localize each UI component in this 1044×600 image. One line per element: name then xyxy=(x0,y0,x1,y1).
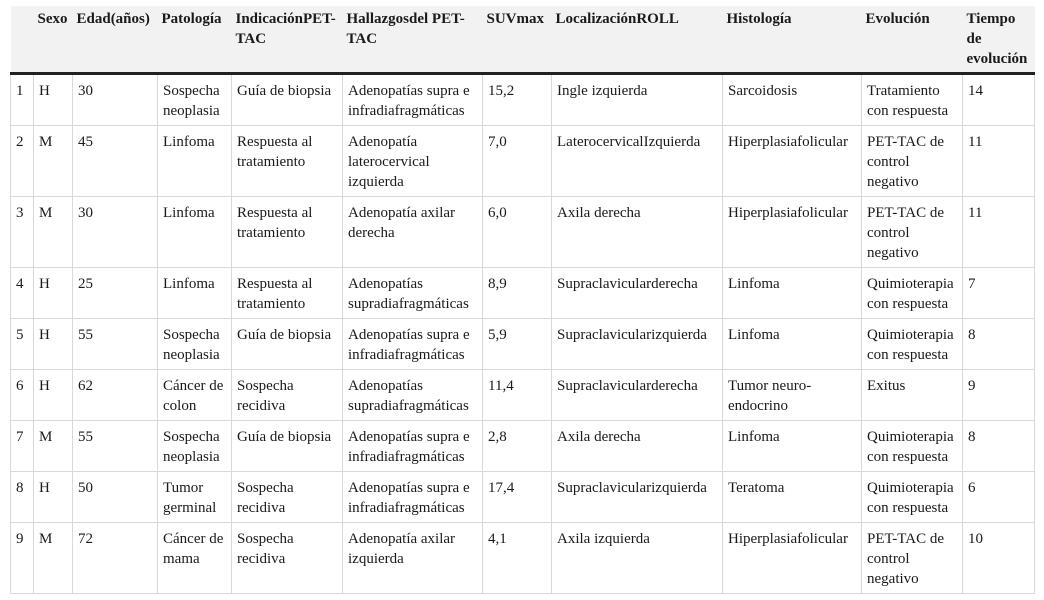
cell-localizacion: Supraclavicularderecha xyxy=(552,268,723,319)
cell-suvmax: 2,8 xyxy=(483,421,552,472)
cell-edad: 55 xyxy=(73,319,158,370)
cell-index: 9 xyxy=(11,523,34,594)
cell-evolucion: Exitus xyxy=(862,370,963,421)
cell-suvmax: 5,9 xyxy=(483,319,552,370)
cell-histologia: Linfoma xyxy=(723,421,862,472)
cell-sexo: H xyxy=(34,472,73,523)
cell-index: 8 xyxy=(11,472,34,523)
cell-hallazgos: Adenopatía axilar izquierda xyxy=(343,523,483,594)
cell-tiempo: 11 xyxy=(963,126,1035,197)
cell-patologia: Sospecha neoplasia xyxy=(158,421,232,472)
header-hallazgos: Hallazgosdel PET-TAC xyxy=(343,6,483,74)
cell-hallazgos: Adenopatías supra e infradiafragmáticas xyxy=(343,472,483,523)
cell-evolucion: PET-TAC de control negativo xyxy=(862,197,963,268)
cell-edad: 55 xyxy=(73,421,158,472)
header-sexo: Sexo xyxy=(34,6,73,74)
header-histologia: Histología xyxy=(723,6,862,74)
cell-sexo: H xyxy=(34,74,73,126)
cell-sexo: H xyxy=(34,319,73,370)
cell-indicacion: Respuesta al tratamiento xyxy=(232,268,343,319)
cell-localizacion: Ingle izquierda xyxy=(552,74,723,126)
cell-patologia: Linfoma xyxy=(158,197,232,268)
cell-patologia: Cáncer de colon xyxy=(158,370,232,421)
cell-histologia: Hiperplasiafolicular xyxy=(723,197,862,268)
cell-edad: 30 xyxy=(73,197,158,268)
header-indicacion: IndicaciónPET-TAC xyxy=(232,6,343,74)
cell-suvmax: 17,4 xyxy=(483,472,552,523)
cell-suvmax: 7,0 xyxy=(483,126,552,197)
cell-evolucion: Tratamiento con respuesta xyxy=(862,74,963,126)
cell-histologia: Hiperplasiafolicular xyxy=(723,126,862,197)
cell-index: 2 xyxy=(11,126,34,197)
header-index xyxy=(11,6,34,74)
cell-patologia: Tumor germinal xyxy=(158,472,232,523)
cell-index: 3 xyxy=(11,197,34,268)
cell-histologia: Sarcoidosis xyxy=(723,74,862,126)
cell-indicacion: Guía de biopsia xyxy=(232,421,343,472)
cell-hallazgos: Adenopatía axilar derecha xyxy=(343,197,483,268)
patients-table xyxy=(10,6,1035,594)
cell-index: 5 xyxy=(11,319,34,370)
cell-evolucion: Quimioterapia con respuesta xyxy=(862,268,963,319)
table-row xyxy=(11,319,1035,370)
cell-edad: 30 xyxy=(73,74,158,126)
cell-indicacion: Guía de biopsia xyxy=(232,74,343,126)
cell-indicacion: Guía de biopsia xyxy=(232,319,343,370)
cell-index: 6 xyxy=(11,370,34,421)
cell-hallazgos: Adenopatías supra e infradiafragmáticas xyxy=(343,421,483,472)
cell-localizacion: Supraclavicularizquierda xyxy=(552,472,723,523)
cell-tiempo: 14 xyxy=(963,74,1035,126)
cell-evolucion: Quimioterapia con respuesta xyxy=(862,319,963,370)
table-row xyxy=(11,197,1035,268)
cell-edad: 25 xyxy=(73,268,158,319)
table-row xyxy=(11,74,1035,126)
cell-localizacion: Axila derecha xyxy=(552,197,723,268)
cell-histologia: Linfoma xyxy=(723,268,862,319)
cell-histologia: Linfoma xyxy=(723,319,862,370)
cell-sexo: M xyxy=(34,421,73,472)
cell-hallazgos: Adenopatías supra e infradiafragmáticas xyxy=(343,74,483,126)
table-row xyxy=(11,421,1035,472)
cell-patologia: Sospecha neoplasia xyxy=(158,319,232,370)
cell-index: 1 xyxy=(11,74,34,126)
cell-edad: 45 xyxy=(73,126,158,197)
cell-tiempo: 7 xyxy=(963,268,1035,319)
cell-localizacion: Supraclavicularderecha xyxy=(552,370,723,421)
cell-tiempo: 10 xyxy=(963,523,1035,594)
cell-indicacion: Sospecha recidiva xyxy=(232,472,343,523)
cell-edad: 50 xyxy=(73,472,158,523)
cell-sexo: M xyxy=(34,197,73,268)
table-row xyxy=(11,268,1035,319)
cell-indicacion: Sospecha recidiva xyxy=(232,370,343,421)
cell-localizacion: Axila derecha xyxy=(552,421,723,472)
cell-sexo: M xyxy=(34,126,73,197)
cell-localizacion: Axila izquierda xyxy=(552,523,723,594)
cell-localizacion: Supraclavicularizquierda xyxy=(552,319,723,370)
header-row xyxy=(11,6,1035,74)
table-row xyxy=(11,472,1035,523)
cell-histologia: Tumor neuro-endocrino xyxy=(723,370,862,421)
cell-indicacion: Respuesta al tratamiento xyxy=(232,197,343,268)
header-patologia: Patología xyxy=(158,6,232,74)
cell-localizacion: LaterocervicalIzquierda xyxy=(552,126,723,197)
cell-hallazgos: Adenopatías supra e infradiafragmáticas xyxy=(343,319,483,370)
header-localizacion: LocalizaciónROLL xyxy=(552,6,723,74)
cell-edad: 62 xyxy=(73,370,158,421)
cell-sexo: M xyxy=(34,523,73,594)
cell-tiempo: 8 xyxy=(963,421,1035,472)
cell-hallazgos: Adenopatías supradiafragmáticas xyxy=(343,370,483,421)
cell-indicacion: Sospecha recidiva xyxy=(232,523,343,594)
cell-indicacion: Respuesta al tratamiento xyxy=(232,126,343,197)
header-suvmax: SUVmax xyxy=(483,6,552,74)
cell-edad: 72 xyxy=(73,523,158,594)
cell-suvmax: 8,9 xyxy=(483,268,552,319)
table-header xyxy=(11,6,1035,74)
cell-evolucion: PET-TAC de control negativo xyxy=(862,523,963,594)
cell-patologia: Linfoma xyxy=(158,268,232,319)
cell-hallazgos: Adenopatía laterocervical izquierda xyxy=(343,126,483,197)
cell-index: 4 xyxy=(11,268,34,319)
cell-suvmax: 15,2 xyxy=(483,74,552,126)
cell-tiempo: 6 xyxy=(963,472,1035,523)
table-row xyxy=(11,370,1035,421)
cell-suvmax: 4,1 xyxy=(483,523,552,594)
cell-sexo: H xyxy=(34,370,73,421)
cell-patologia: Cáncer de mama xyxy=(158,523,232,594)
cell-evolucion: Quimioterapia con respuesta xyxy=(862,472,963,523)
cell-patologia: Linfoma xyxy=(158,126,232,197)
cell-evolucion: Quimioterapia con respuesta xyxy=(862,421,963,472)
cell-histologia: Teratoma xyxy=(723,472,862,523)
header-edad: Edad(años) xyxy=(73,6,158,74)
cell-sexo: H xyxy=(34,268,73,319)
cell-patologia: Sospecha neoplasia xyxy=(158,74,232,126)
table-body xyxy=(11,74,1035,594)
cell-suvmax: 6,0 xyxy=(483,197,552,268)
cell-tiempo: 8 xyxy=(963,319,1035,370)
cell-tiempo: 11 xyxy=(963,197,1035,268)
cell-index: 7 xyxy=(11,421,34,472)
cell-tiempo: 9 xyxy=(963,370,1035,421)
header-tiempo: Tiempo de evolución xyxy=(963,6,1035,74)
cell-evolucion: PET-TAC de control negativo xyxy=(862,126,963,197)
header-evolucion: Evolución xyxy=(862,6,963,74)
table-row xyxy=(11,523,1035,594)
table-row xyxy=(11,126,1035,197)
cell-hallazgos: Adenopatías supradiafragmáticas xyxy=(343,268,483,319)
cell-histologia: Hiperplasiafolicular xyxy=(723,523,862,594)
cell-suvmax: 11,4 xyxy=(483,370,552,421)
